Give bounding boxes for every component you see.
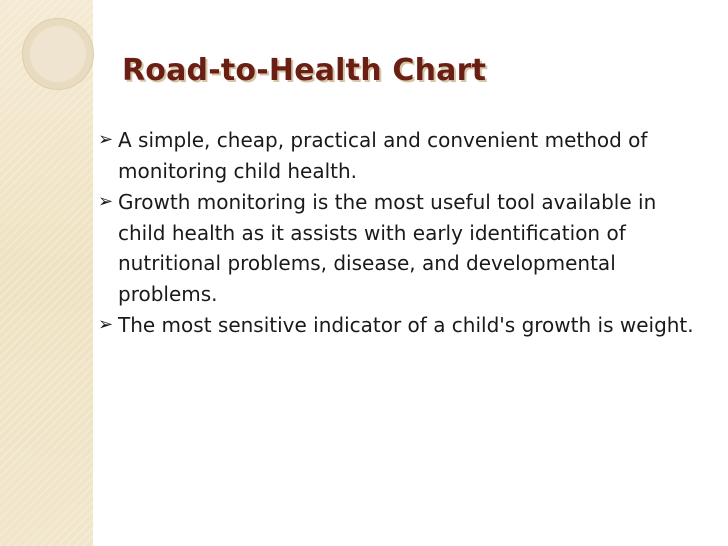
bullet-text-2: Growth monitoring is the most useful tool available in child health as it assists with early identification of nutritional problems, disease, and developmental problems. xyxy=(118,190,657,306)
arrow-right-icon: ➢ xyxy=(98,314,114,335)
bullet-item-1 xyxy=(98,125,710,186)
bullet-text-3: The most sensitive indicator of a child's growth is weight. xyxy=(118,313,694,337)
arrow-right-icon: ➢ xyxy=(98,129,114,150)
bullet-item-3 xyxy=(98,310,710,341)
decorative-circle xyxy=(22,18,94,90)
slide-title: Road-to-Health Chart xyxy=(122,53,487,88)
bullet-text-1: A simple, cheap, practical and convenient method of monitoring child health. xyxy=(118,128,648,183)
bullet-list xyxy=(98,125,710,342)
bullet-item-2 xyxy=(98,187,710,309)
arrow-right-icon: ➢ xyxy=(98,191,114,212)
